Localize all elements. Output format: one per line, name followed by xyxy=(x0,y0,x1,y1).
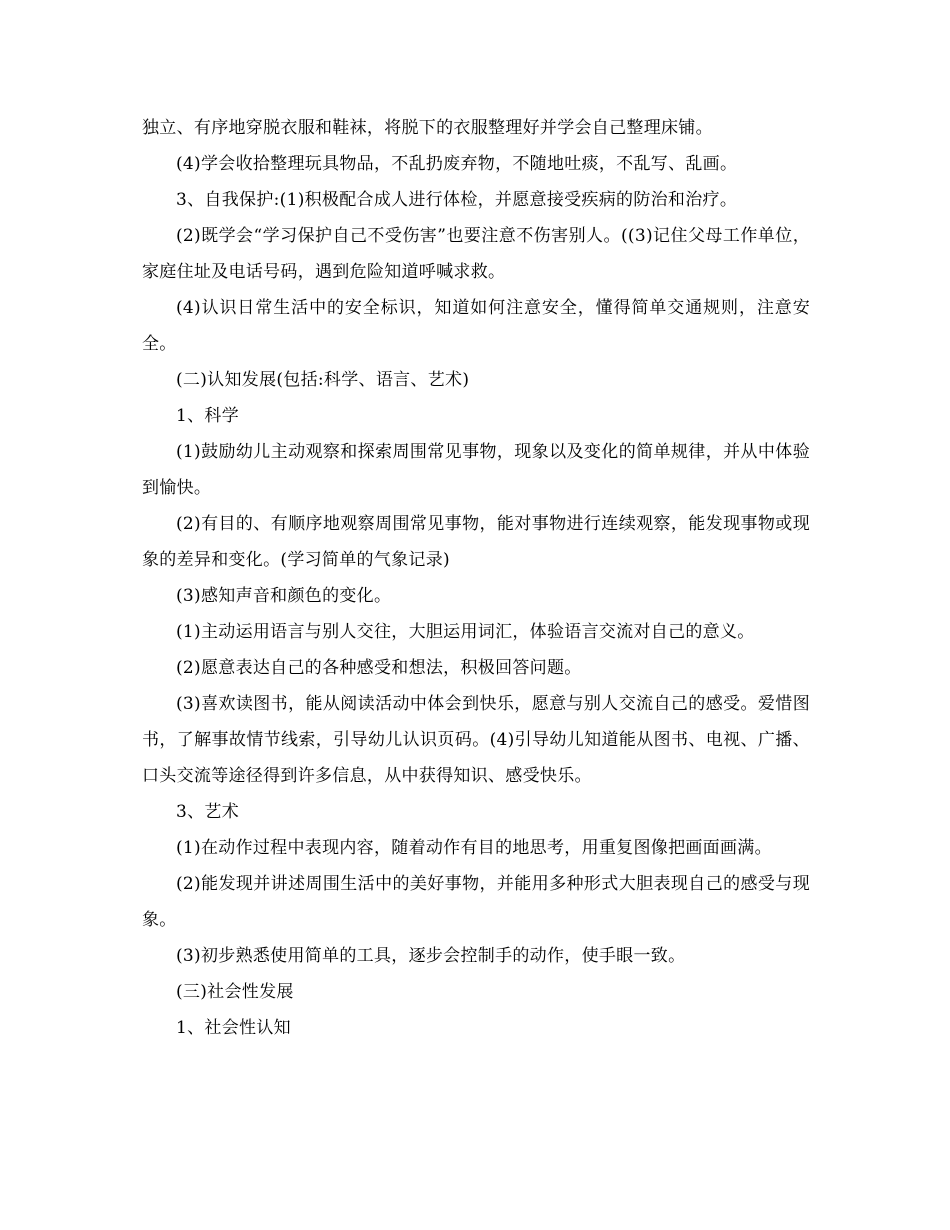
paragraph: 1、科学 xyxy=(176,406,240,426)
paragraph: (4)认识日常生活中的安全标识，知道如何注意安全，懂得简单交通规则，注意安全。 xyxy=(142,298,810,354)
paragraph: (2)能发现并讲述周围生活中的美好事物，并能用多种形式大胆表现自己的感受与现象。 xyxy=(142,874,810,930)
paragraph: 3、自我保护:(1)积极配合成人进行体检，并愿意接受疾病的防治和治疗。 xyxy=(176,190,738,210)
paragraph: (2)愿意表达自己的各种感受和想法，积极回答问题。 xyxy=(176,658,582,678)
paragraph: 1、社会性认知 xyxy=(176,1018,291,1038)
paragraph: (2)既学会“学习保护自己不受伤害”也要注意不伤害别人。((3)记住父母工作单位，家庭住址及电话号码，遇到危险知道呼喊求救。 xyxy=(142,226,810,282)
paragraph: (1)主动运用语言与别人交往，大胆运用词汇，体验语言交流对自己的意义。 xyxy=(176,622,755,642)
paragraph: 3、艺术 xyxy=(176,802,240,822)
paragraph: (1)在动作过程中表现内容，随着动作有目的地思考，用重复图像把画面画满。 xyxy=(176,838,772,858)
paragraph: (4)学会收拾整理玩具物品，不乱扔废弃物，不随地吐痰，不乱写、乱画。 xyxy=(176,154,738,174)
paragraph: (三)社会性发展 xyxy=(176,982,294,1002)
paragraph: (2)有目的、有顺序地观察周围常见事物，能对事物进行连续观察，能发现事物或现象的差异和变化。(学习简单的气象记录) xyxy=(142,514,810,570)
paragraph: (3)喜欢读图书，能从阅读活动中体会到快乐，愿意与别人交流自己的感受。爱惜图书，了解事故情节线索，引导幼儿认识页码。(4)引导幼儿知道能从图书、电视、广播、口头交流等途径得到许多信息，从中获得知识、感受快乐。 xyxy=(142,694,810,786)
paragraph: (1)鼓励幼儿主动观察和探索周围常见事物，现象以及变化的简单规律，并从中体验到愉快。 xyxy=(142,442,810,498)
paragraph: 独立、有序地穿脱衣服和鞋袜，将脱下的衣服整理好并学会自己整理床铺。 xyxy=(142,118,713,138)
paragraph: (3)感知声音和颜色的变化。 xyxy=(176,586,392,606)
document-body xyxy=(142,110,810,1046)
paragraph: (二)认知发展(包括:科学、语言、艺术) xyxy=(176,370,470,390)
paragraph: (3)初步熟悉使用简单的工具，逐步会控制手的动作，使手眼一致。 xyxy=(176,946,686,966)
